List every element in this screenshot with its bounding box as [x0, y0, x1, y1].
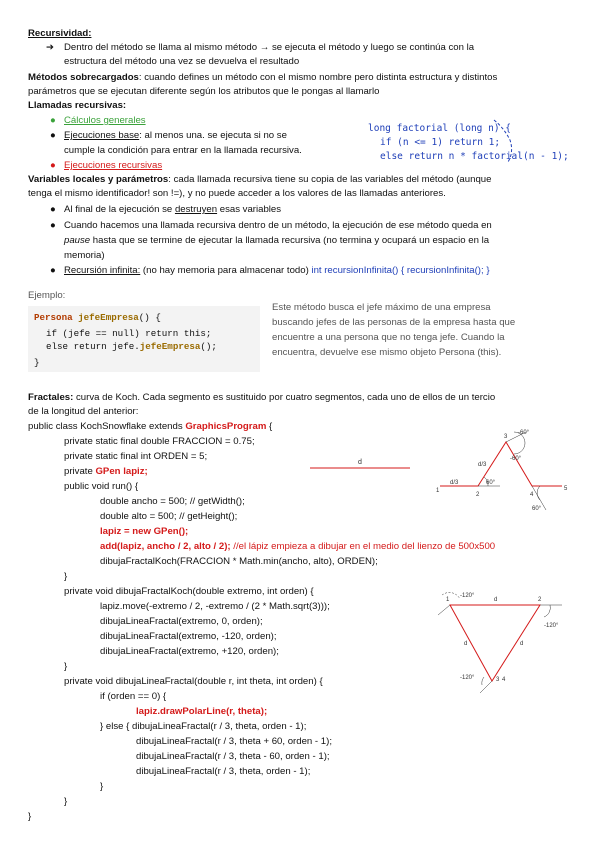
tri-node-2: 2 — [538, 597, 542, 603]
line-move: lapiz.move(-extremo / 2, -extremo / (2 * Math.sqrt(3))); — [100, 601, 330, 612]
line-add-call: add(lapiz, ancho / 2, alto / 2); — [100, 541, 231, 552]
label-d3a: d/3 — [450, 480, 459, 486]
line-gpen-decl: GPen lapiz; — [95, 466, 148, 477]
handwritten-line3-text: else return n * factorial(n - 1); — [380, 151, 569, 162]
llamadas-item2 — [64, 130, 287, 142]
variables-line2: tenga el mismo identificador! son !=), y no puede acceder a los valores de las llamadas anteriores. — [28, 188, 446, 199]
sobrecargados-line2: parámetros que se ejecutan diferente según los atributos que le pongas al llamarlo — [28, 86, 380, 97]
line-orden: private static final int ORDEN = 5; — [64, 451, 208, 462]
variables-b1-post: esas variables — [217, 204, 282, 215]
line-k1: dibujaLineaFractal(extremo, 0, orden); — [100, 616, 263, 627]
variables-bullet1 — [64, 204, 281, 216]
bullet-dot-icon: ● — [50, 265, 56, 276]
line-add — [100, 541, 495, 553]
variables-text1: : cada llamada recursiva tiene su copia de las variables del método (aunque — [168, 174, 492, 185]
bullet-dot-icon: ● — [50, 220, 56, 231]
line-e4: dibujaLineaFractal(r / 3, theta, orden - 1); — [136, 766, 311, 777]
ejemplo-desc3: encuentre a una persona que no tenga jefe. Cuando la — [272, 332, 505, 343]
variables-b2-l2: hasta que se termine de ejecutar la llamada recursiva (no termina y ocupará un espacio en la — [90, 235, 490, 246]
line-close5: } — [28, 811, 32, 822]
code-l3-pre: else return jefe. — [46, 341, 140, 352]
label-60b: 60° — [532, 506, 542, 512]
line-linea: private void dibujaLineaFractal(double r, int theta, int orden) { — [64, 676, 323, 687]
class-declaration — [28, 421, 272, 433]
line-close1: } — [64, 571, 68, 582]
llamadas-item1: Cálculos generales — [64, 115, 146, 126]
code-line2: if (jefe == null) return this; — [46, 328, 212, 339]
variables-b3-text: (no hay memoria para almacenar todo) — [140, 265, 312, 276]
code-l1-rest: () { — [138, 312, 161, 323]
line-alto: double alto = 500; // getHeight(); — [100, 511, 238, 522]
variables-label: Variables locales y parámetros — [28, 174, 169, 185]
fractales-line1 — [28, 392, 495, 404]
fractales-line2: de la longitud del anterior: — [28, 406, 139, 417]
label-60c: -60° — [510, 456, 522, 462]
ejemplo-desc1: Este método busca el jefe máximo de una empresa — [272, 302, 491, 313]
line-else: } else { dibujaLineaFractal(r / 3, theta, orden - 1); — [100, 721, 307, 732]
code-l3-post: (); — [200, 341, 217, 352]
llamadas-item2-label: Ejecuciones base — [64, 130, 140, 141]
line-dibuja: dibujaFractalKoch(FRACCION * Math.min(ancho, alto), ORDEN); — [100, 556, 378, 567]
label-d: d — [358, 459, 362, 466]
label-d3: d — [464, 641, 468, 647]
ejemplo-title: Ejemplo: — [28, 290, 66, 301]
line-gpen-pre: private — [64, 466, 96, 477]
line-fraccion: private static final double FRACCION = 0.75; — [64, 436, 255, 447]
code-line3 — [46, 341, 217, 353]
tri-node-1: 1 — [446, 597, 450, 603]
line-if: if (orden == 0) { — [100, 691, 167, 702]
variables-b1-pre: Al final de la ejecución se — [64, 204, 175, 215]
tri-node-4: 4 — [502, 677, 506, 683]
label-c: -120° — [460, 675, 475, 681]
koch-segment-diagram — [300, 420, 590, 520]
handwritten-line1: long factorial (long n) { — [368, 123, 511, 134]
line-close3: } — [100, 781, 104, 792]
variables-b1-u: destruyen — [174, 204, 218, 215]
bullet-dot-icon: ● — [50, 130, 56, 141]
variables-bullet3 — [64, 265, 490, 277]
line-gpen — [64, 466, 148, 478]
code-l3-call: jefeEmpresa — [139, 341, 201, 352]
bullet-dot-icon: ● — [50, 160, 56, 171]
variables-b2-italic: pause — [64, 235, 91, 246]
class-parent: GraphicsProgram — [185, 421, 267, 432]
label-d3b: d/3 — [478, 462, 487, 468]
label-b: -120° — [544, 623, 559, 629]
fractales-text1: curva de Koch. Cada segmento es sustituido por cuatro segmentos, cada uno de ellos de un tercio — [73, 392, 496, 403]
sobrecargados-label: Métodos sobrecargados — [28, 72, 139, 83]
llamadas-item2-text2: cumple la condición para entrar en la llamada recursiva. — [64, 145, 302, 156]
code-method-name: jefeEmpresa — [78, 312, 139, 323]
line-e3: dibujaLineaFractal(r / 3, theta - 60, orden - 1); — [136, 751, 330, 762]
label-60a: 60° — [486, 480, 496, 486]
koch-triangle-diagram — [420, 585, 580, 695]
sobrecargados-line1 — [28, 72, 497, 84]
handwritten-bracket-icon — [490, 118, 520, 164]
line-draw: lapiz.drawPolarLine(r, theta); — [136, 706, 268, 717]
node-5: 5 — [564, 486, 568, 492]
line-close4: } — [64, 796, 68, 807]
variables-b3-u: Recursión infinita: — [64, 265, 141, 276]
line-ancho: double ancho = 500; // getWidth(); — [100, 496, 245, 507]
class-decl: public class KochSnowflake extends — [28, 421, 186, 432]
tri-node-3: 3 — [496, 677, 500, 683]
label-d1: d — [494, 597, 498, 603]
node-3: 3 — [504, 434, 508, 440]
label-a: -120° — [460, 593, 475, 599]
variables-bullet2-l2 — [64, 235, 489, 247]
arrow-bullet-icon: ➔ — [46, 42, 55, 53]
fractales-label: Fractales: — [28, 392, 74, 403]
recursividad-line1: Dentro del método se llama al mismo método → se ejecuta el método y luego se continúa con la — [64, 42, 475, 53]
variables-bullet2-l1: Cuando hacemos una llamada recursiva dentro de un método, la ejecución de ese método queda en — [64, 220, 492, 231]
code-line4: } — [34, 357, 40, 368]
line-run: public void run() { — [64, 481, 139, 492]
recursividad-line2: estructura del método una vez se devuelva el resultado — [64, 56, 300, 67]
sobrecargados-text1: : cuando defines un método con el mismo nombre pero distinta estructura y distintos — [138, 72, 498, 83]
llamadas-title: Llamadas recursivas: — [28, 100, 127, 111]
line-koch: private void dibujaFractalKoch(double extremo, int orden) { — [64, 586, 314, 597]
handwritten-line3 — [380, 151, 569, 163]
node-2: 2 — [476, 492, 480, 498]
class-brace: { — [266, 421, 273, 432]
code-line1 — [34, 312, 161, 324]
line-k2: dibujaLineaFractal(extremo, -120, orden); — [100, 631, 277, 642]
bullet-dot-icon: ● — [50, 204, 56, 215]
variables-b3-code: int recursionInfinita() { recursionInfinita(); } — [311, 265, 490, 276]
node-4: 4 — [530, 492, 534, 498]
line-e2: dibujaLineaFractal(r / 3, theta + 60, orden - 1); — [136, 736, 332, 747]
recursividad-title: Recursividad: — [28, 28, 92, 39]
code-type: Persona — [34, 312, 73, 323]
variables-line1 — [28, 174, 491, 186]
label-m60: -60° — [518, 430, 530, 436]
line-k3: dibujaLineaFractal(extremo, +120, orden); — [100, 646, 279, 657]
llamadas-item2-text: : al menos una. se ejecuta si no se — [139, 130, 287, 141]
line-new-gpen: lapiz = new GPen(); — [100, 526, 189, 537]
bullet-dot-icon: ● — [50, 115, 56, 126]
ejemplo-desc4: encuentra, devuelve ese mismo objeto Persona (this). — [272, 347, 502, 358]
line-add-comment: //el lápiz empieza a dibujar en el medio del lienzo de 500x500 — [230, 541, 496, 552]
label-d2: d — [520, 641, 524, 647]
variables-bullet2-l3: memoria) — [64, 250, 105, 261]
node-1: 1 — [436, 488, 440, 494]
ejemplo-desc2: buscando jefes de las personas de la empresa hasta que — [272, 317, 516, 328]
handwritten-line2: if (n <= 1) return 1; — [380, 137, 501, 148]
line-close2: } — [64, 661, 68, 672]
llamadas-item3: Ejecuciones recursivas — [64, 160, 163, 171]
